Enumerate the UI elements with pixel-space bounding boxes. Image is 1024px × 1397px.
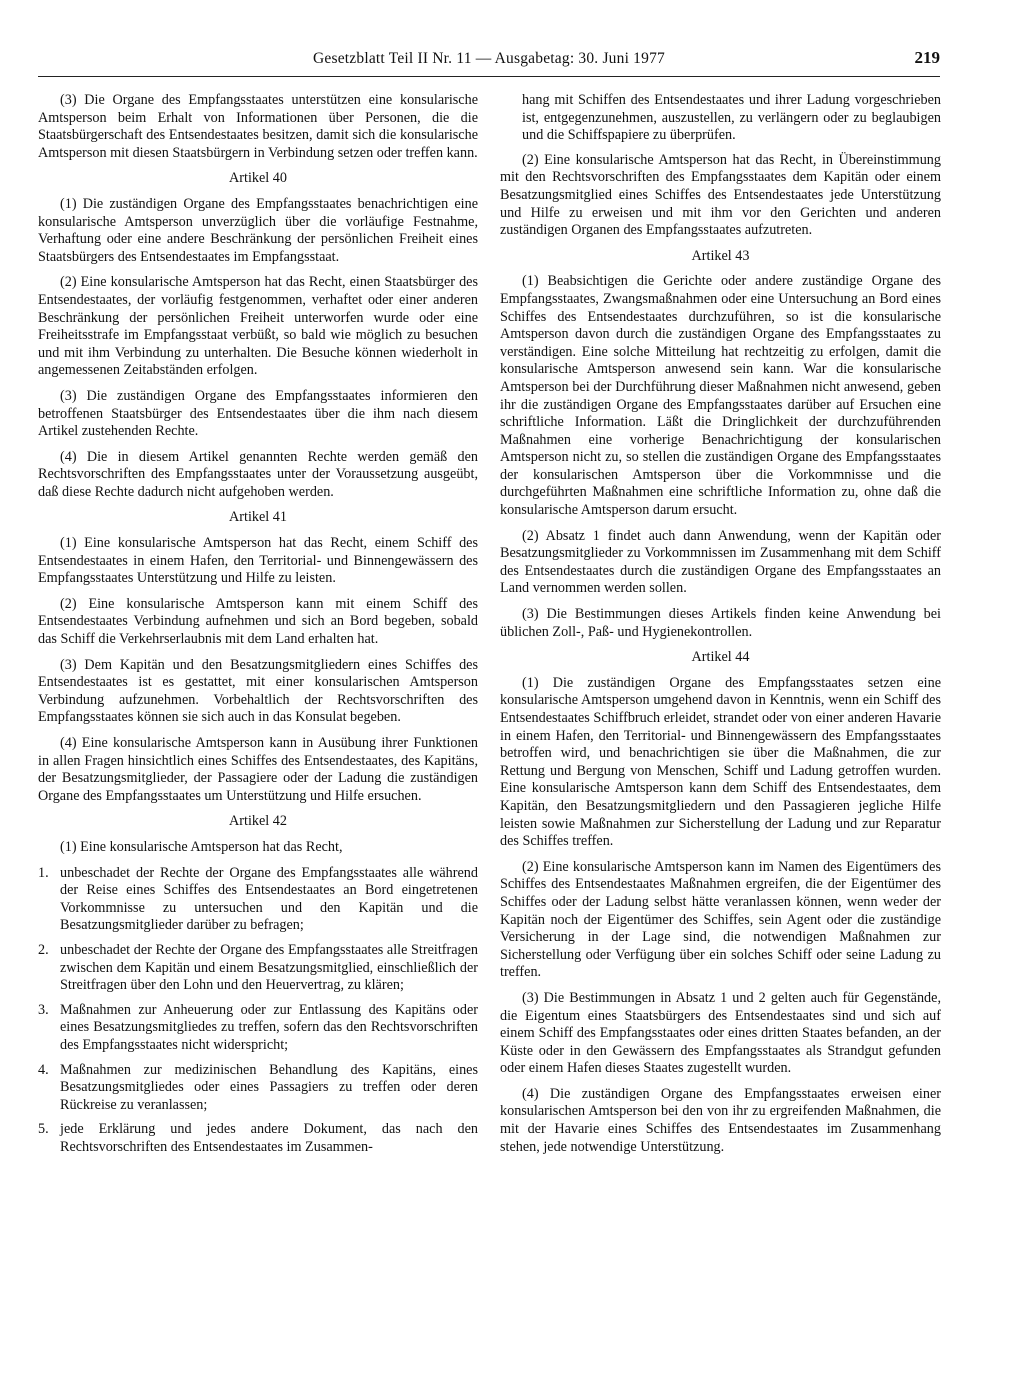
list-item-continuation <box>500 92 941 145</box>
list-item <box>38 942 478 995</box>
paragraph-art42-2: (2) Eine konsularische Amtsperson hat das Recht, in Übereinstimmung mit den Rechtsvorschriften des Empfangsstaates dem Kapitän oder einem Besatzungsmitglied eines Schiffes des Entsendestaates jede Unterstützung und Hilfe zu erweisen und mit ihm vor den Gerichten und anderen zuständigen Organen des Empfangsstaates aufzutreten. <box>500 151 941 239</box>
article-44-heading: Artikel 44 <box>691 649 750 666</box>
list-item <box>38 1062 478 1115</box>
list-item-number: 2. <box>38 941 49 958</box>
paragraph-art40-4: (4) Die in diesem Artikel genannten Rechte werden gemäß den Rechtsvorschriften des Empfangsstaates unter der Voraussetzung ausgeübt, daß diese Rechte dadurch nicht aufgehoben werden. <box>38 448 478 500</box>
paragraph-art40-3: (3) Die zuständigen Organe des Empfangsstaates informieren den betroffenen Staatsbürger des Entsendestaates über die ihm nach diesem Artikel zustehenden Rechte. <box>38 387 478 440</box>
paragraph-art43-2: (2) Absatz 1 findet auch dann Anwendung, wenn der Kapitän oder Besatzungsmitglieder zu Vorkommnissen im Zusammenhang mit dem Schiff des Entsendestaates durch die zuständigen Organe des Empfangsstaates an Land vernommen werden sollen. <box>500 527 941 597</box>
list-item-text: Maßnahmen zur Anheuerung oder zur Entlassung des Kapitäns oder eines Besatzungsmitgliedes zu treffen, sofern das den Rechtsvorschriften des Empfangsstaates nicht widerspricht; <box>60 1001 478 1053</box>
page-header <box>38 48 940 77</box>
paragraph-art39-3: (3) Die Organe des Empfangsstaates unterstützen eine konsularische Amtsperson beim Erhalt von Informationen über Personen, die die Staatsbürgerschaft des Entsendestaates besitzen, damit sich die konsularische Amtsperson mit diesen Staatsbürgern in Verbindung setzen oder treffen kann. <box>38 92 478 161</box>
paragraph-art41-1: (1) Eine konsularische Amtsperson hat das Recht, einem Schiff des Entsendestaates in einem Hafen, den Territorial- und Binnengewässern des Empfangsstaates Unterstützung und Hilfe zu leisten. <box>38 535 478 587</box>
left-column <box>38 92 478 1163</box>
paragraph-art43-1: (1) Beabsichtigen die Gerichte oder andere zuständige Organe des Empfangsstaates, Zwangsmaßnahmen oder eine Untersuchung an Bord eines Schiffes des Entsendestaates durchzuführen, so ist die konsularische Amtsperson davon durch die zuständigen Organe des Empfangsstaates zu verständigen. Eine solche Mitteilung hat rechtzeitig zu erfolgen, damit die konsularische Amtsperson anwesend sein kann. War die konsularische Amtsperson bei der Durchführung dieser Maßnahmen nicht anwesend, geben ihr die zuständigen Organe des Empfangsstaates darüber auf Ersuchen eine schriftliche Information. Läßt die Dringlichkeit der durchzuführenden Maßnahmen eine vorherige Benachrichtigung der konsularischen Amtsperson nicht zu, so stellen die zuständigen Organe des Empfangsstaates der konsularischen Amtsperson über die Vorkommnisse und die durchgeführten Maßnahmen eine schriftliche Information zu, ohne daß die konsularische Amtsperson darum ersucht. <box>500 273 941 519</box>
list-item-number: 3. <box>38 1001 49 1018</box>
article-43-heading: Artikel 43 <box>691 247 750 264</box>
paragraph-art42-1: (1) Eine konsularische Amtsperson hat das Recht, <box>60 838 343 855</box>
list-item-text: unbeschadet der Rechte der Organe des Empfangsstaates alle Streitfragen zwischen dem Kapitän und einem Besatzungsmitglied, einschließlich der Streitfragen über den Lohn und den Heuervertrag, zu klären; <box>60 941 478 994</box>
list-item <box>38 1121 478 1156</box>
list-item-text: unbeschadet der Rechte der Organe des Empfangsstaates alle während der Reise eines Schiffes des Entsendestaates an Bord eingetretenen Vorkommnisse zu untersuchen und den Kapitän und die Besatzungsmitglieder darüber zu befragen; <box>60 864 478 934</box>
list-item-text: jede Erklärung und jedes andere Dokument, das nach den Rechtsvorschriften des Entsendestaates im Zusammen- <box>60 1121 478 1155</box>
paragraph-art41-3: (3) Dem Kapitän und den Besatzungsmitgliedern eines Schiffes des Entsendestaates ist es gestattet, mit einer konsularischen Amtsperson Verbindung aufzunehmen. Vorbehaltlich der Rechtsvorschriften des Empfangsstaates können sie sich auch in das Konsulat begeben. <box>38 656 478 726</box>
list-item-number: 5. <box>38 1121 49 1138</box>
paragraph-art44-4: (4) Die zuständigen Organe des Empfangsstaates erweisen einer konsularischen Amtsperson bei den von ihr zu ergreifenden Maßnahmen, die mit der Havarie eines Schiffes des Entsendestaates im Zusammenhang stehen, jede notwendige Unterstützung. <box>500 1085 941 1155</box>
paragraph-art44-1: (1) Die zuständigen Organe des Empfangsstaates setzen eine konsularische Amtsperson umgehend davon in Kenntnis, wenn ein Schiff des Entsendestaates Schiffbruch erleidet, strandet oder von einer anderen Havarie in einem Hafen, den Territorial- und Binnengewässern des Empfangsstaates betroffen wird, und benachrichtigen sie über die Maßnahmen, die zur Rettung und Bergung von Menschen, Schiff und Ladung getroffen wurden. Eine konsularische Amtsperson kann dem Schiff des Entsendestaates, dem Kapitän, den Besatzungsmitgliedern und den Passagieren jegliche Hilfe leisten sowie Maßnahmen zur Sicherstellung der Ladung und zur Reparatur des Schiffes treffen. <box>500 674 941 850</box>
paragraph-art41-4: (4) Eine konsularische Amtsperson kann in Ausübung ihrer Funktionen in allen Fragen hinsichtlich eines Schiffes des Entsendestaates, des Kapitäns, der Besatzungsmitglieder, der Passagiere oder der Ladung die zuständigen Organe des Empfangsstaates um Unterstützung und Hilfe ersuchen. <box>38 735 478 804</box>
article-42-heading: Artikel 42 <box>229 813 287 830</box>
page-number: 219 <box>914 48 940 67</box>
list-item-text: hang mit Schiffen des Entsendestaates und ihrer Ladung vorgeschrieben ist, entgegenzunehmen, auszustellen, zu verlängern oder zu beglaubigen und die Schiffspapiere zu überprüfen. <box>522 92 941 144</box>
header-title: Gesetzblatt Teil II Nr. 11 — Ausgabetag: 30. Juni 1977 <box>313 50 665 67</box>
article-40-heading: Artikel 40 <box>229 170 287 187</box>
article-41-heading: Artikel 41 <box>229 509 287 526</box>
list-item-number: 1. <box>38 864 49 881</box>
list-item-text: Maßnahmen zur medizinischen Behandlung des Kapitäns, eines Besatzungsmitgliedes oder eines Passagiers zu treffen oder deren Rückreise zu veranlassen; <box>60 1061 478 1113</box>
paragraph-art40-1: (1) Die zuständigen Organe des Empfangsstaates benachrichtigen eine konsularische Amtsperson unverzüglich über die vorläufige Festnahme, Verhaftung oder eine andere Beschränkung der persönlichen Freiheit eines Staatsbürgers des Entsendestaates im Empfangsstaat. <box>38 195 478 265</box>
paragraph-art44-2: (2) Eine konsularische Amtsperson kann im Namen des Eigentümers des Schiffes des Entsendestaates Maßnahmen ergreifen, die der Eigentümer des Schiffes oder der Ladung selbst hätte veranlassen können, wenn weder der Kapitän noch der Eigentümer des Schiffes, sein Agent oder die zuständige Versicherung in der Lage sind, die notwendigen Maßnahmen zur Sicherstellung oder Verfügung über ein solches Schiff oder seine Ladung zu treffen. <box>500 858 941 981</box>
paragraph-art44-3: (3) Die Bestimmungen in Absatz 1 und 2 gelten auch für Gegenstände, die Eigentum eines Staatsbürgers des Entsendestaates sind und sich auf einem Schiff des Empfangsstaates oder eines dritten Staates befanden, an der Küste oder in den Gewässern des Empfangsstaates als Strandgut gefunden oder einem Hafen dieses Staates zugestellt wurden. <box>500 989 941 1077</box>
right-column <box>500 92 941 1164</box>
paragraph-art40-2: (2) Eine konsularische Amtsperson hat das Recht, einen Staatsbürger des Entsendestaates, der vorläufig festgenommen, verhaftet oder einer anderen Beschränkung der persönlichen Freiheit unterworfen wurde oder eine Freiheitsstrafe im Empfangsstaat verbüßt, so bald wie möglich zu besuchen und mit ihm Verbindung zu unterhalten. Die Besuche können wiederholt in angemessenen Zeitabständen erfolgen. <box>38 274 478 379</box>
list-item <box>38 1002 478 1055</box>
paragraph-art43-3: (3) Die Bestimmungen dieses Artikels finden keine Anwendung bei üblichen Zoll-, Paß- und Hygienekontrollen. <box>500 606 941 640</box>
list-item <box>38 865 478 935</box>
paragraph-art41-2: (2) Eine konsularische Amtsperson kann mit einem Schiff des Entsendestaates Verbindung aufnehmen und sich an Bord begeben, sobald das Schiff die Verkehrserlaubnis mit dem Land erhalten hat. <box>38 595 478 648</box>
list-item-number: 4. <box>38 1061 49 1078</box>
